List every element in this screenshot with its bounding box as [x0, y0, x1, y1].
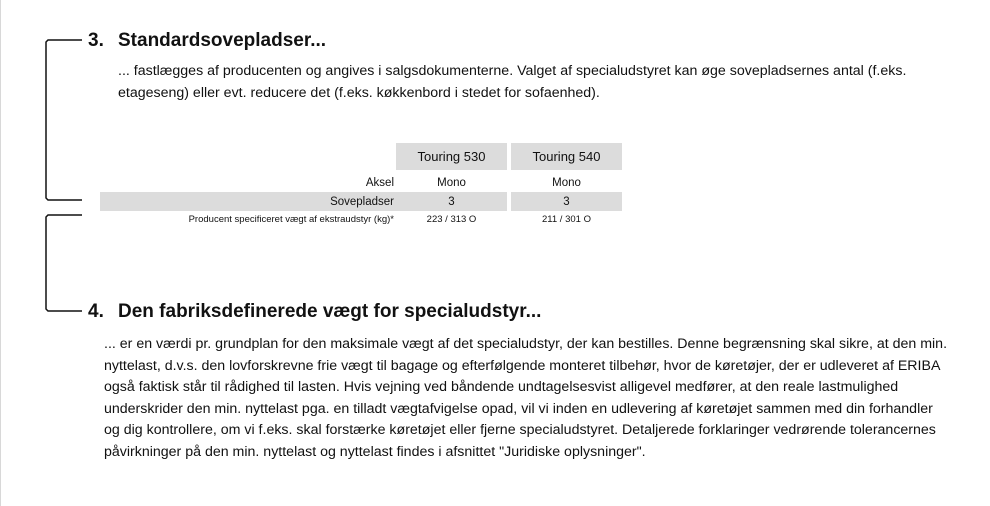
- section-3-body: ... fastlægges af producenten og angives i salgsdokumenterne. Valget af specialudstyret kan øge sovepladsernes antal (f.eks. etageseng) eller evt. reducere det (f.eks. køkkenbord i stedet for sofaenhed).: [118, 63, 907, 101]
- table-row: [100, 192, 622, 211]
- row-value: 3: [396, 192, 507, 211]
- row-value: 223 / 313 O: [426, 214, 477, 225]
- section-3-title: Standardsovepladser...: [118, 30, 327, 51]
- model-header: Touring 540: [511, 143, 622, 170]
- row-value: 3: [511, 192, 622, 211]
- section-4-heading: [88, 301, 541, 323]
- row-value: 211 / 301 O: [542, 214, 591, 225]
- section-3-heading: [88, 30, 326, 52]
- row-label: Producent specificeret vægt af ekstraudstyr (kg)*: [188, 214, 394, 225]
- row-value: Mono: [437, 176, 466, 189]
- spec-table-header-row: [100, 143, 622, 170]
- section-4-body: ... er en værdi pr. grundplan for den maksimale vægt af det specialudstyr, der kan bestilles. Denne begrænsning skal sikre, at den min. nyttelast, d.v.s. den lovforskrevne frie vægt til bagage og efterfølgende monteret tilbehør, hvor de køretøjer, der er udleveret af ERIBA også faktisk står til rådighed til lasten. Hvis vejning ved båndende undtagelsesvist alligevel medfører, at den reale lastmulighed underskrider den min. nyttelast pga. en tilladt vægtafvigelse opad, vil vi inden en udlevering af køretøjet sammen med din forhandler og dig kontrollere, om vi f.eks. skal forstærke køretøjet eller fjerne specialudstyret. Detaljerede forklaringer vedrørende tolerancernes påvirkninger på den min. nyttelast og nyttelast findes i afsnittet "Juridiske oplysninger".: [104, 336, 948, 460]
- spec-table: [100, 143, 622, 228]
- section-4-number: 4.: [88, 301, 104, 322]
- section-4-title: Den fabriksdefinerede vægt for specialudstyr...: [118, 301, 542, 322]
- row-label: Sovepladser: [100, 192, 396, 211]
- bracket-section-4: [46, 215, 82, 311]
- row-label: Aksel: [365, 176, 394, 189]
- row-value: Mono: [552, 176, 581, 189]
- bracket-section-3: [46, 40, 82, 200]
- model-header: Touring 530: [396, 143, 507, 170]
- section-3-number: 3.: [88, 30, 104, 51]
- table-row: [100, 173, 622, 192]
- table-row: [100, 211, 622, 228]
